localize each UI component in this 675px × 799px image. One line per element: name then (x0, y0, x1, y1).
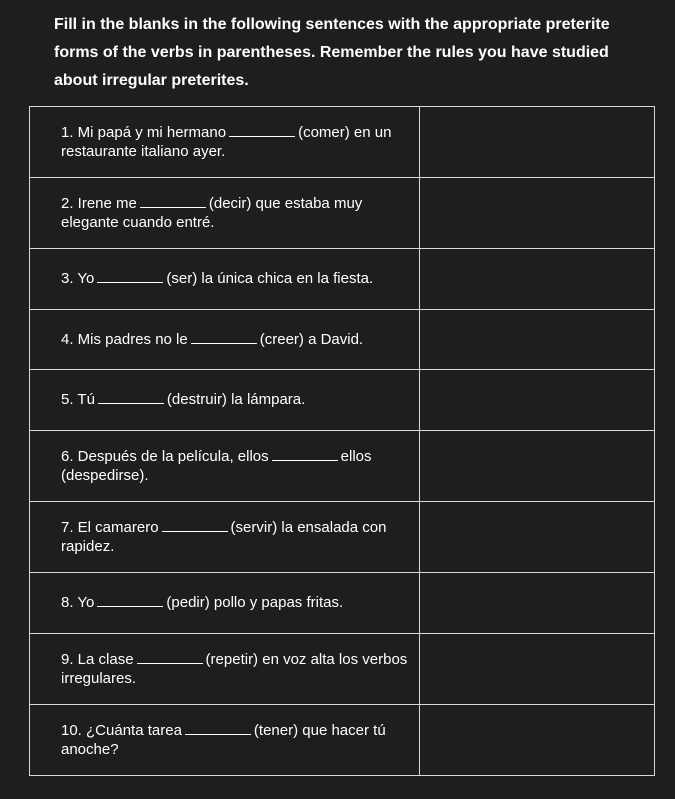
sentence-cell (30, 502, 420, 573)
sentence-before-blank: 3. Yo (61, 270, 95, 288)
exercise-row (30, 178, 655, 249)
answer-cell[interactable] (420, 705, 655, 776)
sentence-before-blank: 5. Tú (61, 391, 95, 409)
sentence-before-blank: 7. El camarero (61, 518, 159, 536)
sentence-cell (30, 107, 420, 178)
sentence-cell (30, 573, 420, 634)
answer-blank (191, 330, 257, 344)
sentence-cell (30, 705, 420, 776)
sentence-after-blank: (decir) que estaba muy elegante cuando entré. (61, 194, 363, 231)
answer-cell[interactable] (420, 249, 655, 310)
answer-cell[interactable] (420, 310, 655, 370)
sentence-after-blank: (tener) que hacer tú anoche? (61, 721, 386, 758)
answer-cell[interactable] (420, 502, 655, 573)
sentence-cell (30, 178, 420, 249)
answer-cell[interactable] (420, 107, 655, 178)
answer-cell[interactable] (420, 573, 655, 634)
sentence-after-blank: (comer) en un restaurante italiano ayer. (61, 123, 392, 160)
exercise-row (30, 370, 655, 431)
answer-cell[interactable] (420, 370, 655, 431)
answer-cell[interactable] (420, 634, 655, 705)
exercise-row (30, 107, 655, 178)
sentence-after-blank: ellos (despedirse). (61, 447, 372, 484)
exercise-row (30, 634, 655, 705)
exercise-row (30, 502, 655, 573)
answer-blank (140, 194, 206, 208)
sentence-cell (30, 310, 420, 370)
sentence-cell (30, 370, 420, 431)
sentence-before-blank: 10. ¿Cuánta tarea (61, 721, 182, 739)
answer-blank (185, 721, 251, 735)
answer-blank (98, 390, 164, 404)
exercise-row (30, 431, 655, 502)
exercise-row (30, 705, 655, 776)
sentence-cell (30, 249, 420, 310)
answer-blank (162, 518, 228, 532)
exercise-table (29, 106, 655, 776)
sentence-after-blank: (creer) a David. (259, 330, 364, 348)
exercise-row (30, 249, 655, 310)
sentence-after-blank: (repetir) en voz alta los verbos irregulares. (61, 650, 408, 687)
exercise-row (30, 310, 655, 370)
answer-blank (97, 269, 163, 283)
sentence-after-blank: (destruir) la lámpara. (166, 391, 306, 409)
sentence-before-blank: 6. Después de la película, ellos (61, 447, 269, 465)
answer-blank (272, 447, 338, 461)
sentence-cell (30, 634, 420, 705)
sentence-before-blank: 4. Mis padres no le (61, 330, 188, 348)
sentence-after-blank: (pedir) pollo y papas fritas. (166, 594, 344, 612)
answer-cell[interactable] (420, 178, 655, 249)
answer-cell[interactable] (420, 431, 655, 502)
sentence-after-blank: (servir) la ensalada con rapidez. (61, 518, 387, 555)
sentence-cell (30, 431, 420, 502)
answer-blank (229, 123, 295, 137)
sentence-before-blank: 2. Irene me (61, 194, 137, 212)
answer-blank (137, 650, 203, 664)
sentence-before-blank: 9. La clase (61, 650, 134, 668)
answer-blank (97, 593, 163, 607)
sentence-before-blank: 8. Yo (61, 594, 95, 612)
instructions-text: Fill in the blanks in the following sentences with the appropriate preterite forms of the verbs in parentheses. Remember the rules you have studied about irregular preterites. (54, 16, 610, 89)
exercise-row (30, 573, 655, 634)
sentence-before-blank: 1. Mi papá y mi hermano (61, 123, 227, 141)
sentence-after-blank: (ser) la única chica en la fiesta. (166, 270, 374, 288)
